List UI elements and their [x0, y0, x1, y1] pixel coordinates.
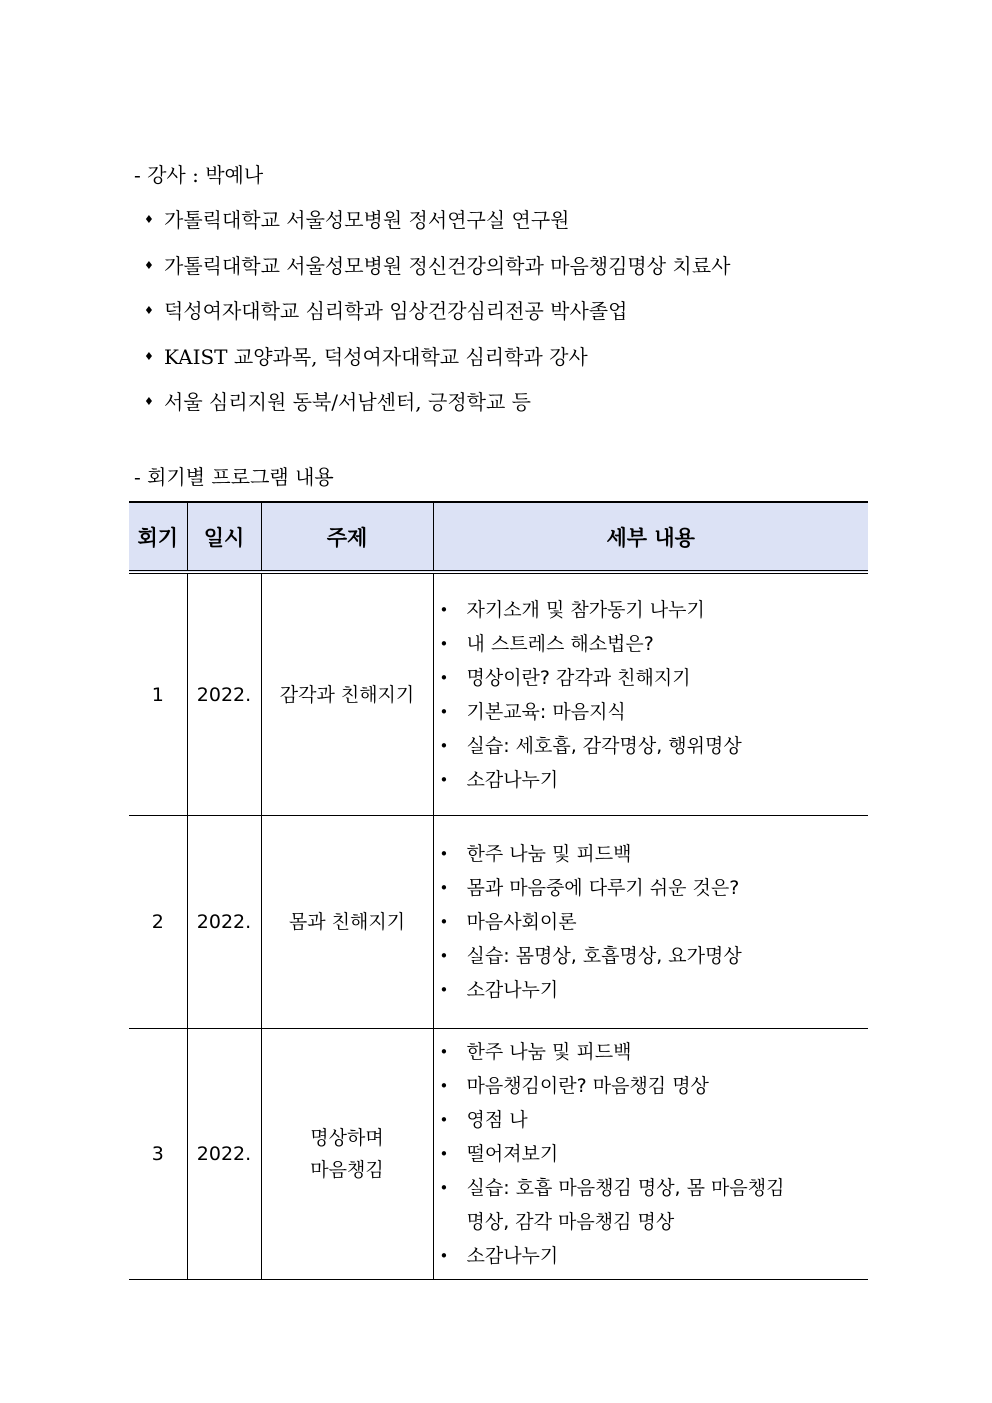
- detail-item: • 실습: 세호흡, 감각명상, 행위명상: [438, 729, 869, 763]
- instructor-heading: - 강사 : 박예나: [134, 163, 264, 187]
- detail-list: [438, 593, 869, 797]
- detail-item: • 마음챙김이란? 마음챙김 명상: [438, 1069, 869, 1103]
- session-details: [433, 1029, 868, 1280]
- session-topic: [261, 816, 433, 1029]
- topic-line: 마음챙김: [310, 1159, 384, 1181]
- bullet-icon: •: [439, 913, 449, 931]
- topic-line: 감각과 친해지기: [279, 683, 415, 706]
- bio-text: 가톨릭대학교 서울성모병원 정신건강의학과 마음챙김명상 치료사: [164, 253, 731, 278]
- bio-text: 가톨릭대학교 서울성모병원 정서연구실 연구원: [164, 208, 570, 232]
- bio-text: 서울 심리지원 동북/서남센터, 긍정학교 등: [164, 390, 531, 414]
- program-heading: - 회기별 프로그램 내용: [134, 465, 334, 489]
- bullet-icon: •: [439, 1111, 449, 1129]
- detail-list: [438, 1035, 869, 1273]
- diamond-bullet-icon: ♦: [144, 258, 154, 272]
- session-topic: [261, 572, 433, 816]
- detail-item: • 자기소개 및 참가동기 나누기: [438, 593, 869, 627]
- diamond-bullet-icon: ♦: [144, 213, 154, 226]
- detail-item: • 마음사회이론: [438, 905, 869, 939]
- table-row: [129, 816, 868, 1029]
- diamond-bullet-icon: ♦: [144, 349, 154, 363]
- table-header-row: [129, 502, 868, 572]
- diamond-bullet-icon: ♦: [144, 395, 154, 408]
- topic-line: 몸과 친해지기: [288, 911, 406, 933]
- detail-item: • 기본교육: 마음지식: [438, 695, 869, 729]
- bullet-icon: •: [439, 1077, 449, 1095]
- bio-item: [144, 344, 730, 390]
- detail-list: [438, 837, 869, 1007]
- bullet-icon: •: [439, 1247, 449, 1265]
- detail-item: • 내 스트레스 해소법은?: [438, 627, 869, 661]
- topic-line: 명상하며: [310, 1127, 384, 1149]
- bullet-icon: •: [439, 981, 449, 999]
- bio-item: [144, 207, 730, 253]
- bullet-icon: •: [439, 947, 449, 965]
- diamond-bullet-icon: ♦: [144, 304, 154, 317]
- session-date: 2022.: [187, 816, 261, 1029]
- bio-text: 덕성여자대학교 심리학과 임상건강심리전공 박사졸업: [164, 299, 628, 323]
- bullet-icon: •: [439, 736, 449, 755]
- detail-item: • 소감나누기: [438, 763, 869, 797]
- bullet-icon: •: [439, 600, 449, 619]
- detail-item-continuation: 명상, 감각 마음챙김 명상: [466, 1211, 675, 1233]
- detail-item: • 소감나누기: [438, 973, 869, 1007]
- bio-item: [144, 389, 730, 435]
- column-header-date: 일시: [187, 502, 261, 572]
- session-number: 1: [129, 572, 187, 816]
- detail-item: • 실습: 호흡 마음챙김 명상, 몸 마음챙김: [438, 1171, 869, 1205]
- session-number: 3: [129, 1029, 187, 1280]
- detail-item: • 실습: 몸명상, 호흡명상, 요가명상: [438, 939, 869, 973]
- column-header-session: 회기: [129, 502, 187, 572]
- bio-text: KAIST 교양과목, 덕성여자대학교 심리학과 강사: [164, 344, 588, 369]
- column-header-details: 세부 내용: [433, 502, 868, 572]
- detail-item: • 영점 나: [438, 1103, 869, 1137]
- bullet-icon: •: [439, 668, 449, 687]
- bullet-icon: •: [439, 702, 449, 721]
- bullet-icon: •: [439, 1179, 449, 1197]
- bullet-icon: •: [439, 770, 449, 789]
- session-topic: [261, 1029, 433, 1280]
- bullet-icon: •: [439, 634, 449, 653]
- bio-item: [144, 253, 730, 299]
- detail-item: • 한주 나눔 및 피드백: [438, 837, 869, 871]
- session-details: [433, 816, 868, 1029]
- session-date: 2022.: [187, 1029, 261, 1280]
- bullet-icon: •: [439, 845, 449, 863]
- bullet-icon: •: [439, 1145, 449, 1163]
- bullet-icon: •: [439, 879, 449, 897]
- session-date: 2022.: [187, 572, 261, 816]
- detail-item: • 명상이란? 감각과 친해지기: [438, 661, 869, 695]
- instructor-bio-list: [144, 207, 730, 435]
- session-number: 2: [129, 816, 187, 1029]
- table-row: [129, 1029, 868, 1280]
- bio-item: [144, 298, 730, 344]
- bullet-icon: •: [439, 1043, 449, 1061]
- detail-item: • 소감나누기: [438, 1239, 869, 1273]
- detail-item: • 몸과 마음중에 다루기 쉬운 것은?: [438, 871, 869, 905]
- detail-item: • 한주 나눔 및 피드백: [438, 1035, 869, 1069]
- session-details: [433, 572, 868, 816]
- detail-item: • 떨어져보기: [438, 1137, 869, 1171]
- program-table: [129, 501, 868, 1280]
- column-header-topic: 주제: [261, 502, 433, 572]
- table-row: [129, 572, 868, 816]
